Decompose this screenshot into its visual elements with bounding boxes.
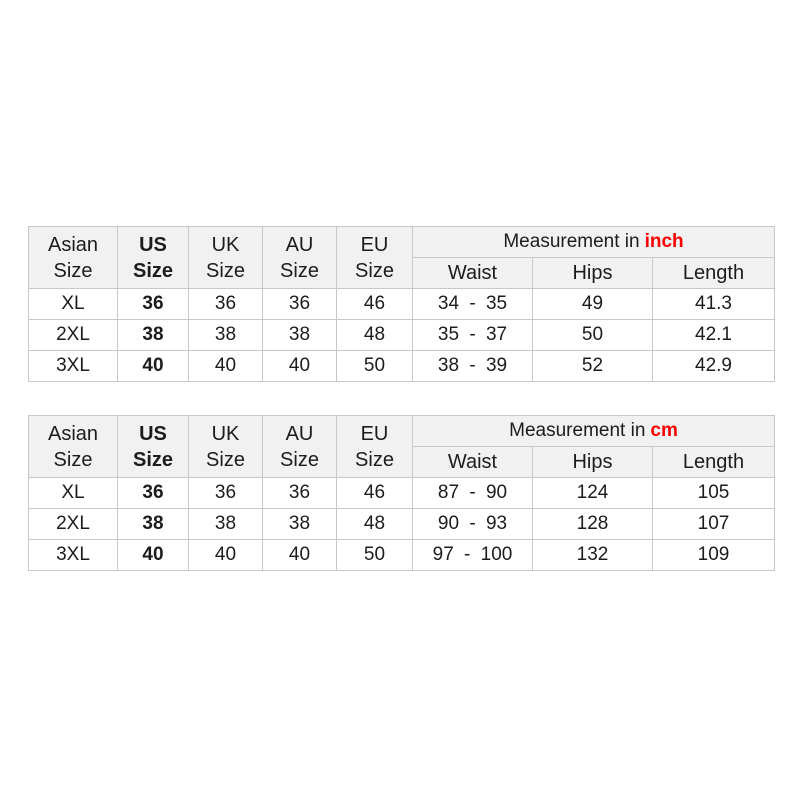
cell-eu-size: 46 bbox=[337, 289, 413, 320]
cell-eu-size: 50 bbox=[337, 540, 413, 571]
cell-length: 42.9 bbox=[653, 351, 775, 382]
column-header-waist: Waist bbox=[413, 447, 533, 478]
cell-au-size: 36 bbox=[263, 478, 337, 509]
cell-us-size: 36 bbox=[118, 478, 189, 509]
cell-au-size: 38 bbox=[263, 320, 337, 351]
cell-hips: 49 bbox=[533, 289, 653, 320]
cell-eu-size: 46 bbox=[337, 478, 413, 509]
size-chart-table-inch bbox=[28, 226, 775, 382]
cell-waist: 35 - 37 bbox=[413, 320, 533, 351]
cell-au-size: 38 bbox=[263, 509, 337, 540]
column-header-hips: Hips bbox=[533, 258, 653, 289]
cell-uk-size: 36 bbox=[189, 289, 263, 320]
cell-us-size: 36 bbox=[118, 289, 189, 320]
cell-uk-size: 40 bbox=[189, 351, 263, 382]
cell-length: 107 bbox=[653, 509, 775, 540]
measurement-prefix: Measurement in bbox=[509, 420, 646, 441]
measurement-header-cm bbox=[413, 416, 775, 447]
cell-length: 41.3 bbox=[653, 289, 775, 320]
cell-au-size: 40 bbox=[263, 351, 337, 382]
table-row bbox=[29, 289, 775, 320]
column-header-uk-size: UK Size bbox=[189, 227, 263, 289]
cell-eu-size: 50 bbox=[337, 351, 413, 382]
cell-waist: 34 - 35 bbox=[413, 289, 533, 320]
column-header-us-size: US Size bbox=[118, 416, 189, 478]
cell-hips: 52 bbox=[533, 351, 653, 382]
cell-hips: 50 bbox=[533, 320, 653, 351]
cell-au-size: 36 bbox=[263, 289, 337, 320]
column-header-asian-size: Asian Size bbox=[29, 416, 118, 478]
table-row bbox=[29, 320, 775, 351]
header-row bbox=[29, 227, 775, 258]
measurement-header-inch bbox=[413, 227, 775, 258]
cell-waist: 87 - 90 bbox=[413, 478, 533, 509]
table-row bbox=[29, 540, 775, 571]
cell-uk-size: 38 bbox=[189, 509, 263, 540]
column-header-waist: Waist bbox=[413, 258, 533, 289]
size-chart-table-cm bbox=[28, 415, 775, 571]
column-header-au-size: AU Size bbox=[263, 416, 337, 478]
table-row bbox=[29, 478, 775, 509]
column-header-length: Length bbox=[653, 447, 775, 478]
column-header-asian-size: Asian Size bbox=[29, 227, 118, 289]
column-header-us-size: US Size bbox=[118, 227, 189, 289]
header-row bbox=[29, 416, 775, 447]
cell-length: 42.1 bbox=[653, 320, 775, 351]
cell-uk-size: 40 bbox=[189, 540, 263, 571]
cell-waist: 38 - 39 bbox=[413, 351, 533, 382]
cell-length: 105 bbox=[653, 478, 775, 509]
cell-uk-size: 38 bbox=[189, 320, 263, 351]
column-header-hips: Hips bbox=[533, 447, 653, 478]
cell-asian-size: 3XL bbox=[29, 351, 118, 382]
cell-eu-size: 48 bbox=[337, 320, 413, 351]
table-row bbox=[29, 351, 775, 382]
column-header-uk-size: UK Size bbox=[189, 416, 263, 478]
cell-waist: 90 - 93 bbox=[413, 509, 533, 540]
cell-hips: 128 bbox=[533, 509, 653, 540]
column-header-eu-size: EU Size bbox=[337, 416, 413, 478]
column-header-length: Length bbox=[653, 258, 775, 289]
cell-asian-size: 3XL bbox=[29, 540, 118, 571]
column-header-eu-size: EU Size bbox=[337, 227, 413, 289]
measurement-unit-cm: cm bbox=[650, 420, 678, 441]
column-header-au-size: AU Size bbox=[263, 227, 337, 289]
cell-hips: 132 bbox=[533, 540, 653, 571]
cell-au-size: 40 bbox=[263, 540, 337, 571]
cell-asian-size: XL bbox=[29, 478, 118, 509]
cell-eu-size: 48 bbox=[337, 509, 413, 540]
cell-us-size: 38 bbox=[118, 509, 189, 540]
cell-asian-size: 2XL bbox=[29, 509, 118, 540]
cell-uk-size: 36 bbox=[189, 478, 263, 509]
cell-hips: 124 bbox=[533, 478, 653, 509]
cell-us-size: 38 bbox=[118, 320, 189, 351]
measurement-unit-inch: inch bbox=[644, 231, 684, 252]
cell-waist: 97 - 100 bbox=[413, 540, 533, 571]
cell-asian-size: 2XL bbox=[29, 320, 118, 351]
cell-length: 109 bbox=[653, 540, 775, 571]
table-row bbox=[29, 509, 775, 540]
cell-asian-size: XL bbox=[29, 289, 118, 320]
cell-us-size: 40 bbox=[118, 351, 189, 382]
cell-us-size: 40 bbox=[118, 540, 189, 571]
measurement-prefix: Measurement in bbox=[503, 231, 640, 252]
